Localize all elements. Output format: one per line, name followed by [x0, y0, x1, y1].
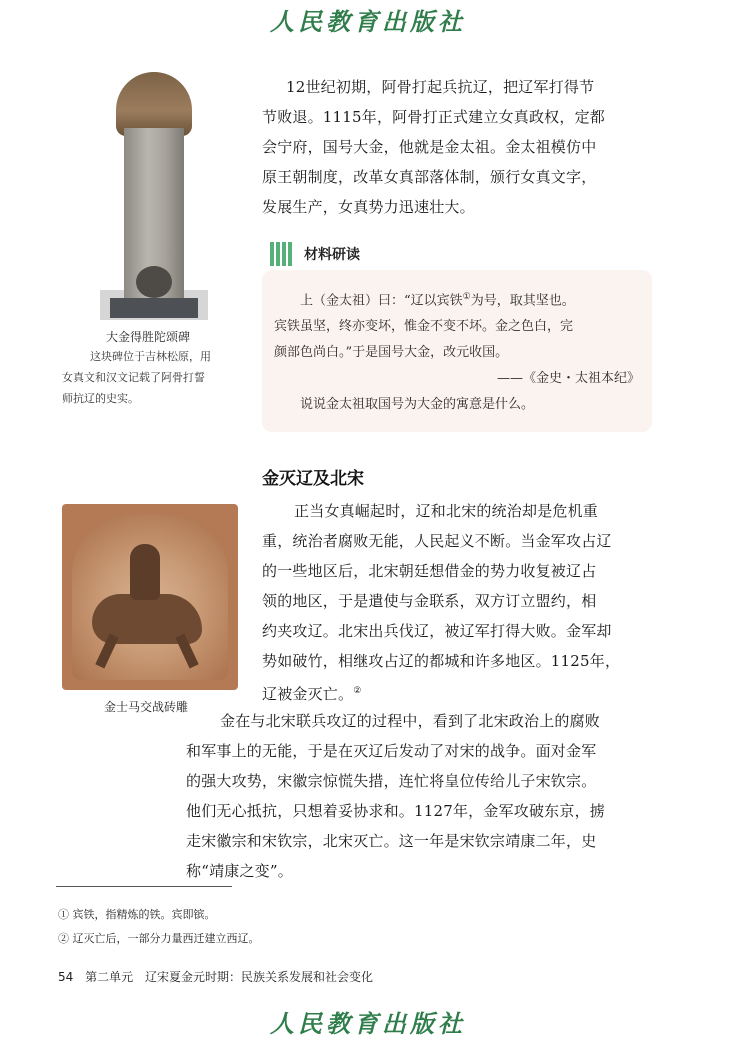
- stele-caption-title: 大金得胜陀颂碑: [106, 330, 191, 344]
- footnote-1: ① 宾铁，指精炼的铁。宾即镔。: [58, 908, 216, 921]
- intro-line: 12世纪初期，阿骨打起兵抗辽，把辽军打得节: [286, 78, 595, 96]
- unit-title: 辽宋夏金元时期：民族关系发展和社会变化: [144, 970, 373, 984]
- material-line: 颜部色尚白。”于是国号大金，改元收国。: [274, 345, 509, 361]
- paragraph-line: 正当女真崛起时，辽和北宋的统治却是危机重: [294, 502, 599, 520]
- publisher-logo-bottom: 人民教育出版社: [270, 1009, 466, 1038]
- material-line: 上（金太祖）曰：“辽以宾铁①为号，取其坚也。: [300, 292, 575, 309]
- stele-caption-line: 这块碑位于吉林松原，用: [90, 350, 211, 363]
- stele-base: [110, 298, 198, 318]
- paragraph-line: 重，统治者腐败无能，人民起义不断。当金军攻占辽: [262, 532, 612, 550]
- footnote-ref-1: ①: [462, 292, 471, 302]
- stele-cap: [116, 72, 192, 136]
- material-question: 说说金太祖取国号为大金的寓意是什么。: [300, 397, 535, 413]
- stele-niche: [136, 266, 172, 298]
- material-source: ——《金史・太祖本纪》: [496, 371, 640, 387]
- intro-line: 发展生产，女真势力迅速壮大。: [262, 198, 475, 216]
- page-number: 54: [58, 970, 74, 984]
- unit-label: 第二单元: [85, 970, 134, 984]
- footnote-ref-2: ②: [353, 686, 362, 696]
- paragraph-line: 领的地区，于是遣使与金联系，双方订立盟约，相: [262, 592, 597, 610]
- paragraph-line: 称“靖康之变”。: [186, 862, 293, 880]
- stele-caption: [62, 346, 242, 409]
- section-paragraph-1: [262, 496, 662, 709]
- material-reading-icon: [270, 242, 294, 266]
- material-reading-text: [274, 284, 646, 418]
- paragraph-line: 金在与北宋联兵攻辽的过程中，看到了北宋政治上的腐败: [220, 712, 601, 730]
- stele-photo: [110, 72, 198, 320]
- footnote-divider: [56, 886, 232, 887]
- brick-caption-title: 金士马交战砖雕: [104, 700, 189, 714]
- paragraph-line: 和军事上的无能，于是在灭辽后发动了对宋的战争。面对金军: [186, 742, 597, 760]
- section-title: 金灭辽及北宋: [262, 469, 364, 489]
- rider-figure: [130, 544, 160, 600]
- intro-line: 会宁府，国号大金，他就是金太祖。金太祖模仿中: [262, 138, 597, 156]
- paragraph-line: 约夹攻辽。北宋出兵伐辽，被辽军打得大败。金军却: [262, 622, 612, 640]
- stele-caption-line: 师抗辽的史实。: [62, 392, 139, 405]
- intro-paragraph: [262, 72, 662, 222]
- paragraph-line: 走宋徽宗和宋钦宗，北宋灭亡。这一年是宋钦宗靖康二年，史: [186, 832, 597, 850]
- brick-relief-photo: [62, 504, 238, 690]
- material-reading-title: 材料研读: [304, 247, 360, 263]
- paragraph-line: 的一些地区后，北宋朝廷想借金的势力收复被辽占: [262, 562, 597, 580]
- footnote-2: ② 辽灭亡后，一部分力量西迁建立西辽。: [58, 932, 260, 945]
- publisher-logo-top: 人民教育出版社: [270, 7, 466, 36]
- paragraph-line: 的强大攻势，宋徽宗惊慌失措，连忙将皇位传给儿子宋钦宗。: [186, 772, 597, 790]
- intro-line: 节败退。1115年，阿骨打正式建立女真政权，定都: [262, 108, 605, 126]
- stele-caption-line: 女真文和汉文记载了阿骨打誓: [62, 371, 205, 384]
- paragraph-line: 势如破竹，相继攻占辽的都城和许多地区。1125年，: [262, 652, 621, 670]
- section-paragraph-2: [186, 706, 666, 886]
- material-line: 宾铁虽坚，终亦变坏，惟金不变不坏。金之色白，完: [274, 319, 574, 335]
- page-footer: [58, 968, 373, 985]
- paragraph-line: 他们无心抵抗，只想着妥协求和。1127年，金军攻破东京，掳: [186, 802, 605, 820]
- intro-line: 原王朝制度，改革女真部落体制，颁行女真文字，: [262, 168, 597, 186]
- paragraph-line: 辽被金灭亡。②: [262, 685, 362, 703]
